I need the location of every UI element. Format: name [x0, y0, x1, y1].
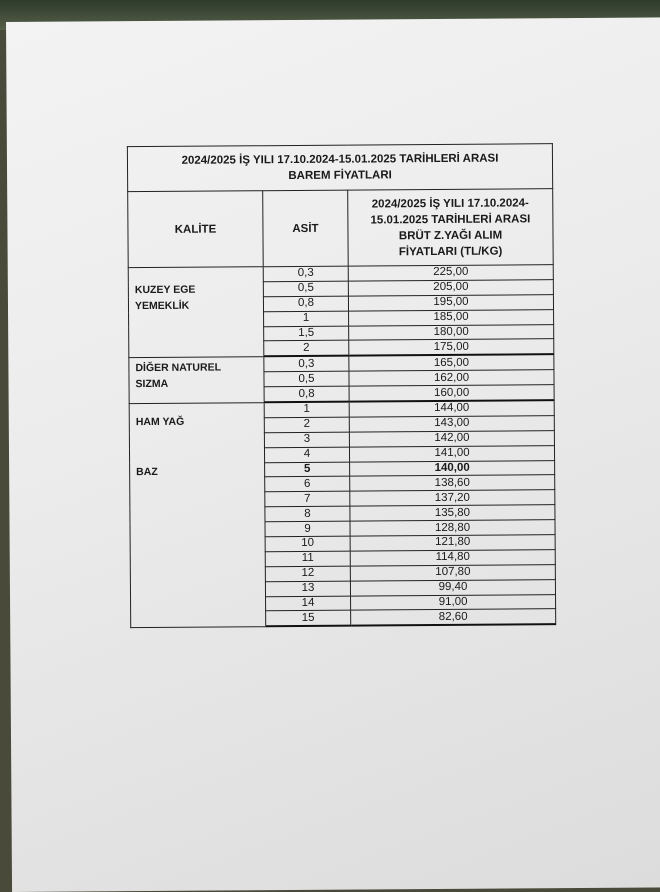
price-cell: 225,00 [348, 265, 553, 281]
title-line2: BAREM FİYATLARI [288, 169, 392, 183]
price-cell: 195,00 [348, 294, 553, 310]
price-cell: 162,00 [349, 370, 554, 386]
price-cell: 140,00 [350, 460, 555, 476]
asit-cell: 0,3 [263, 266, 348, 281]
asit-cell: 0,5 [264, 371, 349, 386]
price-cell: 91,00 [351, 594, 556, 610]
title-row [127, 144, 552, 192]
price-cell: 99,40 [350, 579, 555, 595]
header-price-line2: 15.01.2025 TARİHLERİ ARASI [370, 212, 531, 226]
price-cell: 114,80 [350, 550, 555, 566]
asit-cell: 0,3 [264, 356, 349, 372]
price-cell: 175,00 [349, 339, 554, 356]
header-price-line3: BRÜT Z.YAĞI ALIM [398, 229, 503, 242]
price-document [127, 143, 555, 628]
asit-cell: 1 [264, 311, 349, 326]
kalite-group-label [129, 357, 264, 404]
price-cell: 137,20 [350, 490, 555, 506]
header-kalite: KALİTE [128, 191, 264, 268]
kalite-label-line2: BAZ [136, 465, 158, 478]
header-row [128, 189, 554, 268]
price-cell: 135,80 [350, 505, 555, 521]
asit-cell: 9 [265, 521, 350, 536]
asit-cell: 0,8 [264, 386, 349, 402]
asit-cell: 8 [265, 506, 350, 521]
price-cell: 141,00 [349, 445, 554, 461]
asit-cell: 7 [265, 491, 350, 506]
asit-cell: 2 [264, 417, 349, 432]
kalite-label-line1: KUZEY EGE [134, 283, 196, 297]
price-cell: 205,00 [348, 280, 553, 296]
kalite-group-label [128, 267, 264, 358]
asit-cell: 10 [265, 536, 350, 551]
header-asit: ASİT [263, 190, 349, 267]
asit-cell: 2 [264, 341, 349, 357]
asit-cell: 14 [266, 596, 351, 611]
price-cell: 107,80 [350, 564, 555, 580]
header-price-line4: FİYATLARI (TL/KG) [398, 245, 503, 258]
asit-cell: 1,5 [264, 326, 349, 341]
asit-cell: 12 [265, 566, 350, 581]
asit-cell: 15 [266, 611, 351, 627]
asit-cell: 0,5 [263, 281, 348, 296]
price-cell: 138,60 [350, 475, 555, 491]
price-cell: 185,00 [349, 309, 554, 325]
price-cell: 144,00 [349, 400, 554, 417]
table-title [127, 144, 552, 192]
paper-sheet [6, 17, 660, 892]
asit-cell: 4 [264, 447, 349, 462]
kalite-label-line2: YEMEKLİK [134, 299, 190, 313]
asit-cell: 6 [265, 477, 350, 492]
price-cell: 180,00 [349, 324, 554, 340]
price-cell: 142,00 [349, 430, 554, 446]
title-line1: 2024/2025 İŞ YILI 17.10.2024-15.01.2025 TARİHLERİ ARASI [181, 152, 499, 167]
asit-cell: 11 [265, 551, 350, 566]
kalite-label-line1: DİĞER NATUREL [135, 361, 222, 374]
price-cell: 165,00 [349, 355, 554, 372]
header-price [348, 189, 554, 266]
price-cell: 121,80 [350, 535, 555, 551]
asit-cell: 0,8 [263, 296, 348, 311]
kalite-group-label [129, 402, 266, 627]
price-cell: 160,00 [349, 385, 554, 402]
kalite-label-line2: SIZMA [135, 377, 169, 390]
asit-cell: 13 [265, 581, 350, 596]
table-body [128, 265, 556, 628]
price-cell: 143,00 [349, 416, 554, 432]
kalite-label-line1: HAM YAĞ [135, 415, 185, 428]
price-cell: 128,80 [350, 520, 555, 536]
asit-cell: 5 [265, 462, 350, 477]
asit-cell: 3 [264, 432, 349, 447]
price-table [127, 143, 556, 628]
price-cell: 82,60 [351, 609, 556, 626]
asit-cell: 1 [264, 402, 349, 418]
header-price-line1: 2024/2025 İŞ YILI 17.10.2024- [371, 196, 529, 210]
